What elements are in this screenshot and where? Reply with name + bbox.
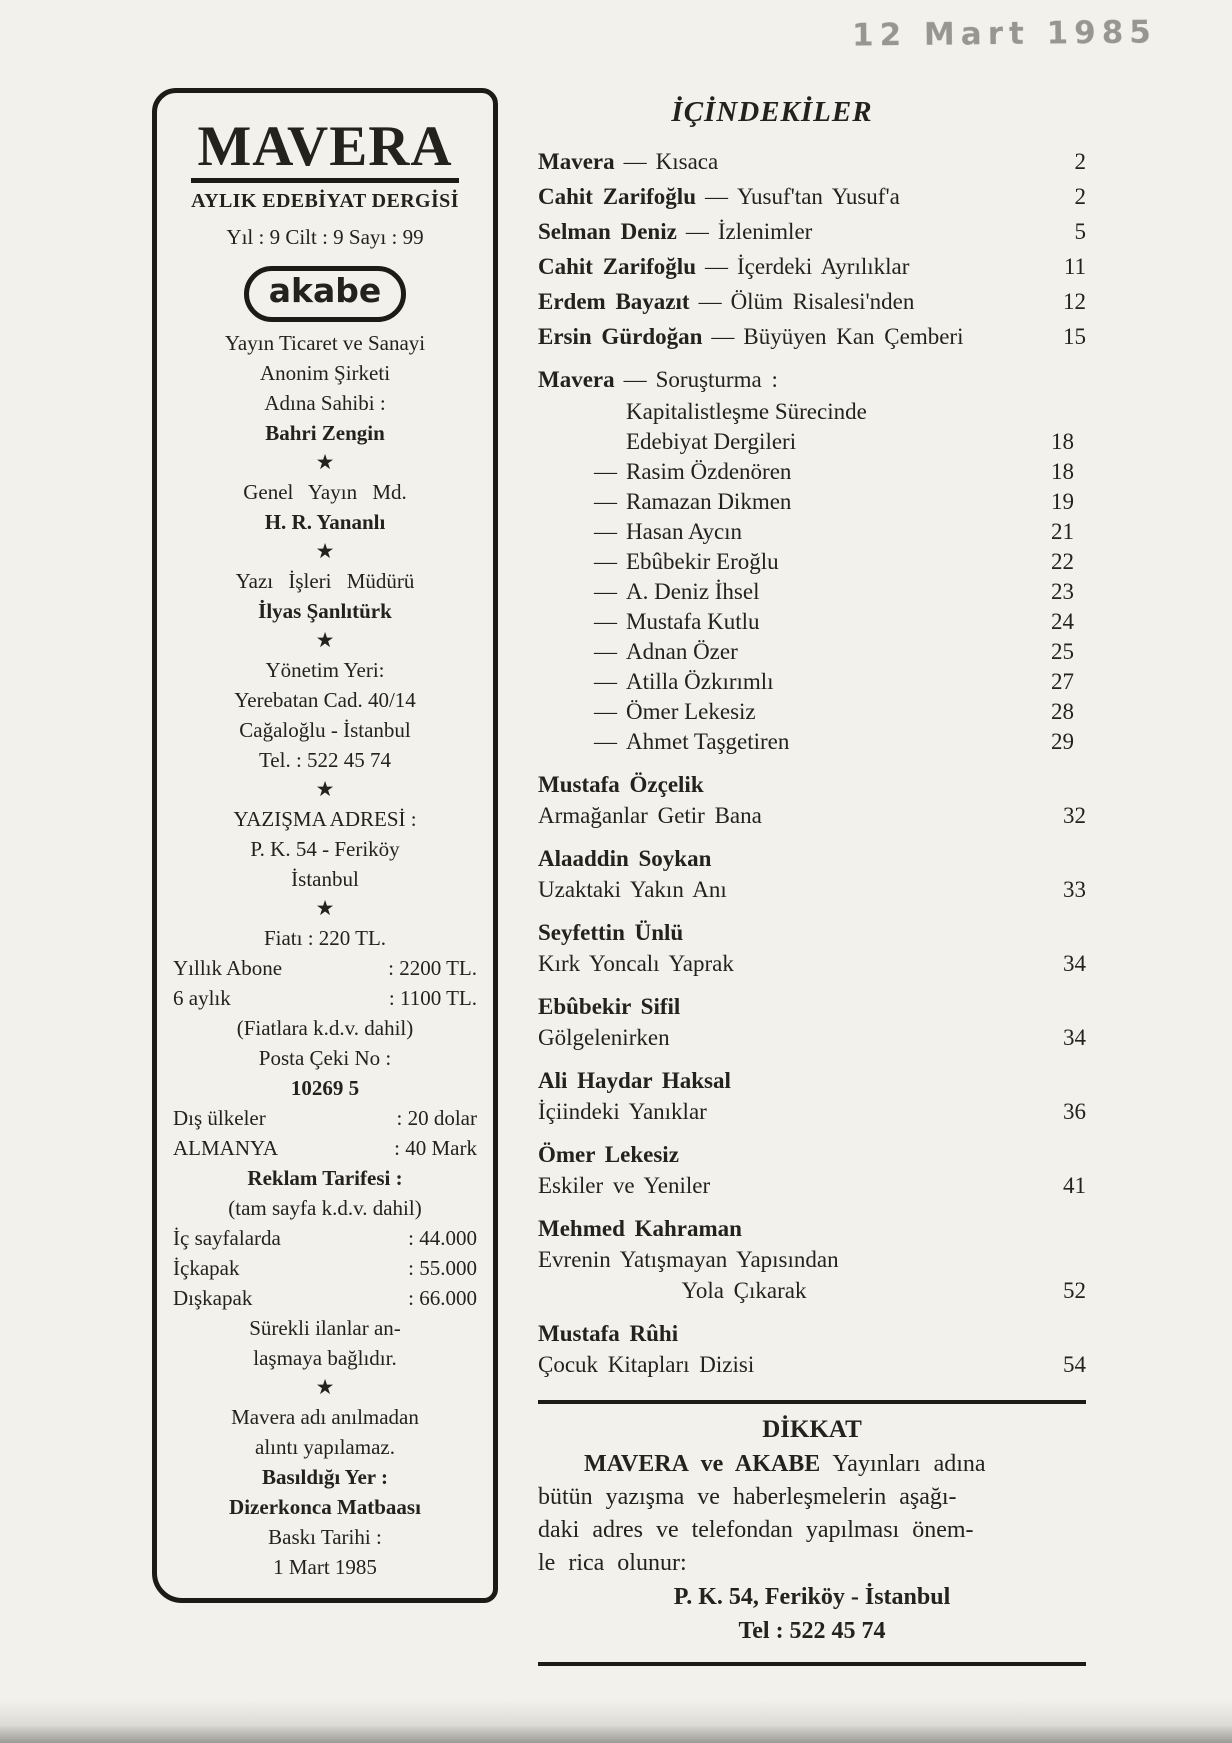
ad-rate-row: Dışkapak : 66.000 xyxy=(173,1286,477,1310)
star-separator-icon: ★ xyxy=(315,1375,335,1399)
ad-rate-row: İçkapak : 55.000 xyxy=(173,1256,477,1280)
survey-row-text: A. Deniz İhsel xyxy=(626,579,760,604)
postal-label: Posta Çeki No : xyxy=(258,1046,392,1070)
toc-row xyxy=(538,284,1086,319)
dash-separator: — xyxy=(685,219,709,244)
toc-row-title: Kısaca xyxy=(655,149,719,174)
survey-row-page: 18 xyxy=(1051,429,1074,454)
survey-row-page: 28 xyxy=(1051,699,1074,724)
survey-row-text: Rasim Özdenören xyxy=(626,459,792,484)
survey-row-text: Ebûbekir Eroğlu xyxy=(626,549,779,574)
price-row: 6 aylık : 1100 TL. xyxy=(173,986,477,1010)
work-page: 33 xyxy=(1063,877,1086,902)
survey-row xyxy=(538,697,1086,727)
author-block xyxy=(538,1318,1086,1380)
toc-row-author: Cahit Zarifoğlu xyxy=(538,184,696,209)
survey-row xyxy=(538,667,1086,697)
publisher-badge-wrap xyxy=(169,252,481,328)
survey-row-page: 21 xyxy=(1051,519,1074,544)
survey-row-page: 25 xyxy=(1051,639,1074,664)
dash-separator: — xyxy=(594,519,617,544)
survey-row-text: Ramazan Dikmen xyxy=(626,489,792,514)
print-date: 1 Mart 1985 xyxy=(273,1555,377,1579)
owner-line: Yayın Ticaret ve Sanayi xyxy=(224,331,426,355)
survey-row xyxy=(538,577,1086,607)
ad-contract-note: laşmaya bağlıdır. xyxy=(253,1346,397,1370)
ad-rate-row: İç sayfalarda : 44.000 xyxy=(173,1226,477,1250)
survey-row-text: Ömer Lekesiz xyxy=(626,699,756,724)
survey-row-page: 27 xyxy=(1051,669,1074,694)
survey-row-text: Edebiyat Dergileri xyxy=(626,429,797,454)
management-label: Yönetim Yeri: xyxy=(265,658,385,682)
dash-separator: — xyxy=(594,579,617,604)
toc-row-title: İçerdeki Ayrılıklar xyxy=(736,254,910,279)
work-title-continued: Yola Çıkarak xyxy=(681,1278,807,1303)
toc-row-page: 12 xyxy=(1063,289,1086,314)
star-separator-icon: ★ xyxy=(315,896,335,920)
management-address: Yerebatan Cad. 40/14 xyxy=(234,688,416,712)
survey-row-text: Hasan Aycın xyxy=(626,519,743,544)
magazine-subtitle: AYLIK EDEBİYAT DERGİSİ xyxy=(191,190,459,212)
survey-label: Soruşturma : xyxy=(655,367,778,392)
author-block xyxy=(538,1213,1086,1306)
work-title-row xyxy=(538,948,1086,979)
work-page: 34 xyxy=(1063,951,1086,976)
toc-row-page: 2 xyxy=(1074,184,1086,209)
star-separator-icon: ★ xyxy=(315,539,335,563)
price-row: Yıllık Abone : 2200 TL. xyxy=(173,956,477,980)
work-title-row-2 xyxy=(538,1275,1086,1306)
toc-row-page: 15 xyxy=(1063,324,1086,349)
work-title: Armağanlar Getir Bana xyxy=(538,803,762,828)
survey-row-page: 23 xyxy=(1051,579,1074,604)
author-block xyxy=(538,769,1086,831)
foreign-price-row: Dış ülkeler : 20 dolar xyxy=(173,1106,477,1130)
masthead-box xyxy=(152,88,498,1603)
survey-row xyxy=(538,457,1086,487)
author-name: Mustafa Rûhi xyxy=(538,1321,679,1346)
work-title-row xyxy=(538,1096,1086,1127)
dash-separator: — xyxy=(594,699,617,724)
author-name: Ebûbekir Sifil xyxy=(538,994,681,1019)
survey-row-page: 18 xyxy=(1051,459,1074,484)
dash-separator: — xyxy=(704,184,728,209)
toc-row-title: Yusuf'tan Yusuf'a xyxy=(736,184,900,209)
survey-row-page: 19 xyxy=(1051,489,1074,514)
toc-row-author: Mavera xyxy=(538,149,615,174)
survey-row xyxy=(538,727,1086,757)
survey-row xyxy=(538,487,1086,517)
quote-rule: alıntı yapılamaz. xyxy=(255,1435,395,1459)
dash-separator: — xyxy=(594,549,617,574)
owner-line: Adına Sahibi : xyxy=(264,391,386,415)
survey-heading xyxy=(538,362,1086,397)
work-page: 32 xyxy=(1063,803,1086,828)
toc-row xyxy=(538,214,1086,249)
survey-section xyxy=(538,362,1086,757)
work-page: 36 xyxy=(1063,1099,1086,1124)
work-title: Eskiler ve Yeniler xyxy=(538,1173,711,1198)
survey-author: Mavera xyxy=(538,367,615,392)
author-name: Ali Haydar Haksal xyxy=(538,1068,731,1093)
notice-title: DİKKAT xyxy=(762,1416,862,1443)
survey-item-list xyxy=(538,397,1086,757)
editor-name: İlyas Şanlıtürk xyxy=(258,599,392,623)
work-page: 54 xyxy=(1063,1352,1086,1377)
work-title-row xyxy=(538,874,1086,905)
price-line: Fiatı : 220 TL. xyxy=(263,926,387,950)
dash-separator: — xyxy=(594,729,617,754)
survey-row-text: Ahmet Taşgetiren xyxy=(626,729,790,754)
notice-box xyxy=(538,1400,1086,1666)
work-title: Kırk Yoncalı Yaprak xyxy=(538,951,734,976)
author-name: Mustafa Özçelik xyxy=(538,772,704,797)
work-title: İçiindeki Yanıklar xyxy=(538,1099,707,1124)
date-stamp: 12 Mart 1985 xyxy=(851,14,1158,54)
author-name: Alaaddin Soykan xyxy=(538,846,712,871)
owner-line: Anonim Şirketi xyxy=(259,361,391,385)
printer-name: Dizerkonca Matbaası xyxy=(229,1495,421,1519)
survey-row-text: Mustafa Kutlu xyxy=(626,609,760,634)
work-title: Evrenin Yatışmayan Yapısından xyxy=(538,1247,839,1272)
author-block xyxy=(538,1139,1086,1201)
survey-row xyxy=(538,427,1086,457)
owner-name: Bahri Zengin xyxy=(265,421,385,445)
notice-line: daki adres ve telefondan yapılması önem- xyxy=(538,1517,974,1543)
postal-number: 10269 5 xyxy=(290,1076,360,1100)
toc-row-author: Cahit Zarifoğlu xyxy=(538,254,696,279)
survey-row-page xyxy=(1038,397,1074,427)
survey-row xyxy=(538,637,1086,667)
ad-contract-note: Sürekli ilanlar an- xyxy=(249,1316,401,1340)
toc-entry-list xyxy=(538,144,1086,354)
notice-address: P. K. 54, Feriköy - İstanbul xyxy=(673,1584,951,1610)
dash-separator: — xyxy=(623,367,647,392)
dash-separator xyxy=(594,397,626,427)
dash-separator xyxy=(594,427,626,457)
work-page: 52 xyxy=(1063,1278,1086,1303)
toc-row-author: Ersin Gürdoğan xyxy=(538,324,703,349)
ad-tariff-note: (tam sayfa k.d.v. dahil) xyxy=(228,1196,422,1220)
management-address: Cağaloğlu - İstanbul xyxy=(239,718,411,742)
work-title: Çocuk Kitapları Dizisi xyxy=(538,1352,755,1377)
quote-rule: Mavera adı anılmadan xyxy=(231,1405,419,1429)
survey-row xyxy=(538,607,1086,637)
work-title-row xyxy=(538,1170,1086,1201)
author-name: Mehmed Kahraman xyxy=(538,1216,742,1241)
work-page xyxy=(1046,1244,1086,1275)
scan-edge-band xyxy=(0,1726,1232,1743)
correspondence-label: YAZIŞMA ADRESİ : xyxy=(233,807,417,831)
kdv-note: (Fiatlara k.d.v. dahil) xyxy=(236,1016,414,1040)
gm-label: Genel Yayın Md. xyxy=(243,480,407,504)
akabe-badge: akabe xyxy=(244,266,407,322)
correspondence-address: P. K. 54 - Feriköy xyxy=(250,837,400,861)
toc-row-title: İzlenimler xyxy=(717,219,813,244)
author-block xyxy=(538,1065,1086,1127)
foreign-price-row: ALMANYA : 40 Mark xyxy=(173,1136,477,1160)
survey-row xyxy=(538,547,1086,577)
work-title-row xyxy=(538,1349,1086,1380)
survey-row-text: Kapitalistleşme Sürecinde xyxy=(626,399,867,424)
work-title-row xyxy=(538,1022,1086,1053)
work-title: Uzaktaki Yakın Anı xyxy=(538,877,727,902)
toc-row-author: Erdem Bayazıt xyxy=(538,289,690,314)
dash-separator: — xyxy=(594,669,617,694)
correspondence-address: İstanbul xyxy=(291,867,359,891)
toc-row-author: Selman Deniz xyxy=(538,219,677,244)
issue-info: Yıl : 9 Cilt : 9 Sayı : 99 xyxy=(226,225,424,249)
toc-title: İÇİNDEKİLER xyxy=(671,96,873,128)
toc-row xyxy=(538,144,1086,179)
toc-row xyxy=(538,179,1086,214)
notice-line: MAVERA ve AKABE Yayınları adına xyxy=(584,1451,986,1477)
survey-row-text: Atilla Özkırımlı xyxy=(626,669,774,694)
dash-separator: — xyxy=(594,489,617,514)
notice-line: le rica olunur: xyxy=(538,1550,687,1576)
star-separator-icon: ★ xyxy=(315,628,335,652)
toc-row xyxy=(538,319,1086,354)
work-title-row xyxy=(538,1244,1086,1275)
toc-row-title: Ölüm Risalesi'nden xyxy=(730,289,915,314)
star-separator-icon: ★ xyxy=(315,450,335,474)
gm-name: H. R. Yananlı xyxy=(264,510,386,534)
editor-label: Yazı İşleri Müdürü xyxy=(235,569,415,593)
printer-label: Basıldığı Yer : xyxy=(261,1465,388,1489)
dash-separator: — xyxy=(594,459,617,484)
management-phone: Tel. : 522 45 74 xyxy=(258,748,392,772)
dash-separator: — xyxy=(594,609,617,634)
author-block xyxy=(538,991,1086,1053)
toc-row-page: 5 xyxy=(1074,219,1086,244)
notice-phone: Tel : 522 45 74 xyxy=(738,1618,886,1644)
survey-row-page: 29 xyxy=(1051,729,1074,754)
dash-separator: — xyxy=(594,639,617,664)
ad-tariff-label: Reklam Tarifesi : xyxy=(247,1166,403,1190)
magazine-logo: MAVERA xyxy=(169,119,481,183)
author-block xyxy=(538,843,1086,905)
star-separator-icon: ★ xyxy=(315,777,335,801)
dash-separator: — xyxy=(711,324,735,349)
notice-line: bütün yazışma ve haberleşmelerin aşağı- xyxy=(538,1484,957,1510)
toc-row xyxy=(538,249,1086,284)
table-of-contents xyxy=(538,94,1086,1666)
work-title: Gölgelenirken xyxy=(538,1025,670,1050)
survey-row-page: 22 xyxy=(1051,549,1074,574)
work-page: 41 xyxy=(1063,1173,1086,1198)
dash-separator: — xyxy=(704,254,728,279)
author-block-list xyxy=(538,769,1086,1380)
scan-shadow xyxy=(0,1700,1232,1726)
survey-row-page: 24 xyxy=(1051,609,1074,634)
toc-row-title: Büyüyen Kan Çemberi xyxy=(743,324,964,349)
survey-row xyxy=(538,397,1086,427)
dash-separator: — xyxy=(698,289,722,314)
work-page: 34 xyxy=(1063,1025,1086,1050)
print-date-label: Baskı Tarihi : xyxy=(268,1525,382,1549)
author-block xyxy=(538,917,1086,979)
author-name: Ömer Lekesiz xyxy=(538,1142,679,1167)
toc-row-page: 2 xyxy=(1074,149,1086,174)
survey-row xyxy=(538,517,1086,547)
author-name: Seyfettin Ünlü xyxy=(538,920,684,945)
toc-row-page: 11 xyxy=(1063,254,1086,279)
work-title-row xyxy=(538,800,1086,831)
survey-row-text: Adnan Özer xyxy=(626,639,738,664)
notice-publishers: MAVERA ve AKABE xyxy=(584,1451,821,1477)
dash-separator: — xyxy=(623,149,647,174)
